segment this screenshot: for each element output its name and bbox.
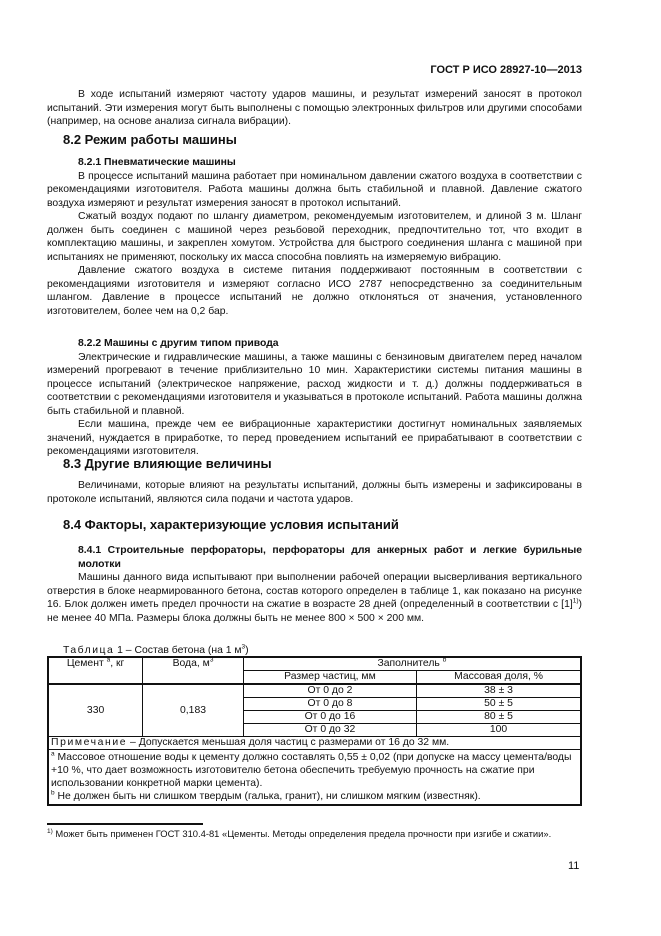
subsection-8-2-2 bbox=[47, 337, 582, 459]
page-number: 11 bbox=[568, 860, 580, 872]
intro-block bbox=[47, 88, 582, 129]
cement-value: 330 bbox=[48, 684, 143, 737]
particle-size-cell: От 0 до 2 bbox=[243, 684, 416, 698]
mass-fraction-cell: 80 ± 5 bbox=[417, 711, 581, 724]
header-mass-fraction: Массовая доля, % bbox=[417, 671, 581, 685]
section-8-3-title: 8.3 Другие влияющие величины bbox=[63, 456, 272, 471]
subsection-8-4-1-title: 8.4.1 Строительные перфораторы, перфораторы для анкерных работ и легкие бурильные молотки bbox=[78, 545, 582, 570]
header-particle-size: Размер частиц, мм bbox=[243, 671, 416, 685]
section-8-3 bbox=[47, 456, 582, 506]
table-note: Примечание – Допускается меньшая доля частиц с размерами от 16 до 32 мм. bbox=[48, 737, 581, 750]
subsection-8-4-1 bbox=[47, 544, 582, 625]
subsection-8-2-1-title: 8.2.1 Пневматические машины bbox=[78, 157, 236, 168]
mass-fraction-cell: 100 bbox=[417, 724, 581, 737]
table-footnotes bbox=[48, 750, 581, 806]
table-note-row bbox=[48, 737, 581, 750]
mass-fraction-cell: 50 ± 5 bbox=[417, 698, 581, 711]
section-8-2-title: 8.2 Режим работы машины bbox=[63, 132, 237, 147]
page-footnote: $^{1)}$ Может быть применен ГОСТ 310.4-81 «Цементы. Методы определения предела прочности при изгибе и сжатии». bbox=[47, 827, 552, 839]
particle-size-cell: От 0 до 8 bbox=[243, 698, 416, 711]
table-row bbox=[48, 684, 581, 698]
section-8-4 bbox=[47, 517, 582, 532]
table-footnote-a: $^a$ Массовое отношение воды к цементу должно составлять 0,55 ± 0,02 (при допуске на массу цемента/воды +10 %, что дает возможность изготовителю бетона обеспечить требуемую прочность на сжатие при использовании конкретной марки цемента). bbox=[51, 750, 572, 789]
intro-paragraph: В ходе испытаний измеряют частоту ударов машины, и результат измерений заносят в протокол испытаний. Эти измерения могут быть выполнены с помощью электронных фильтров или другими способами (например, на основе анализа сигнала вибрации). bbox=[47, 89, 582, 127]
particle-size-cell: От 0 до 32 bbox=[243, 724, 416, 737]
document-code-header: ГОСТ Р ИСО 28927-10—2013 bbox=[430, 64, 582, 76]
section-8-4-title: 8.4 Факторы, характеризующие условия испытаний bbox=[63, 517, 399, 532]
table-1 bbox=[47, 645, 582, 806]
table-footnote-b: $^b$ Не должен быть ни слишком твердым (галька, гранит), ни слишком мягким (известняк). bbox=[51, 789, 481, 802]
paragraph: Величинами, которые влияют на результаты испытаний, должны быть измерены и зафиксированы в протоколе испытаний, являются сила подачи и частота ударов. bbox=[47, 480, 582, 505]
water-value: 0,183 bbox=[143, 684, 244, 737]
paragraph: Если машина, прежде чем ее вибрационные характеристики достигнут номинальных заявляемых значений, нуждается в приработке, то перед проведением испытаний ее прирабатывают в соответствии с рекомендациями изготовителя. bbox=[47, 419, 582, 457]
paragraph: Машины данного вида испытывают при выполнении рабочей операции высверливания вертикального отверстия в блоке неармированного бетона, состав которого определен в таблице 1, как показано на рисунке 16. Блок должен иметь предел прочности на сжатие в возрасте 28 дней (определенный в соответствии с $[1]^{1)}$) не менее 40 МПа. Размеры блока должны быть не менее 800 × 500 × 200 мм. bbox=[47, 572, 582, 624]
subsection-8-2-1 bbox=[47, 156, 582, 318]
header-filler: Заполнитель $^b$ bbox=[243, 657, 581, 671]
concrete-composition-table bbox=[47, 656, 582, 806]
subsection-8-2-2-title: 8.2.2 Машины с другим типом привода bbox=[78, 338, 279, 349]
particle-size-cell: От 0 до 16 bbox=[243, 711, 416, 724]
paragraph: Давление сжатого воздуха в системе питания поддерживают постоянным в соответствии с рекомендациями изготовителя и измеряют согласно ИСО 2787 непосредственно за соединительным шлангом. Давление в процессе испытаний не должно отклоняться от значения, установленного изготовителем, более чем на 0,2 бар. bbox=[47, 265, 582, 317]
header-water: Вода, $м^3$ bbox=[143, 657, 244, 684]
paragraph: Сжатый воздух подают по шлангу диаметром, рекомендуемым изготовителем, и длиной 3 м. Шланг должен быть соединен с машиной через резьбовой переходник, предпочтительно тот, что входит в комплектацию машины, и закреплен хомутом. Устройства для быстрого соединения шланга с машиной при испытаниях не применяют, поскольку их масса способна повлиять на измеряемую вибрацию. bbox=[47, 211, 582, 263]
table-footnotes-row bbox=[48, 750, 581, 806]
table-caption: Таблица 1 – Состав бетона (на 1 $м^3$) bbox=[63, 643, 249, 656]
mass-fraction-cell: 38 ± 3 bbox=[417, 684, 581, 698]
paragraph: В процессе испытаний машина работает при номинальном давлении сжатого воздуха в соответствии с рекомендациями изготовителя. Работа машины должна быть стабильной и плавной. Давление сжатого воздуха измеряют и результат измерения заносят в протокол испытаний. bbox=[47, 170, 582, 209]
footnote-separator bbox=[47, 823, 203, 825]
paragraph: Электрические и гидравлические машины, а также машины с бензиновым двигателем перед началом измерений прогревают в течение приблизительно 10 мин. Характеристики системы питания машины в процессе испытаний (электрическое напряжение, расход жидкости и т. д.) должны поддерживаться в соответствии с рекомендациями изготовителя и указываться в протоколе испытаний. Работа машины должна быть стабильной и плавной. bbox=[47, 351, 582, 417]
section-8-2 bbox=[47, 132, 582, 147]
header-cement: Цемент $^a$, кг bbox=[48, 657, 143, 684]
